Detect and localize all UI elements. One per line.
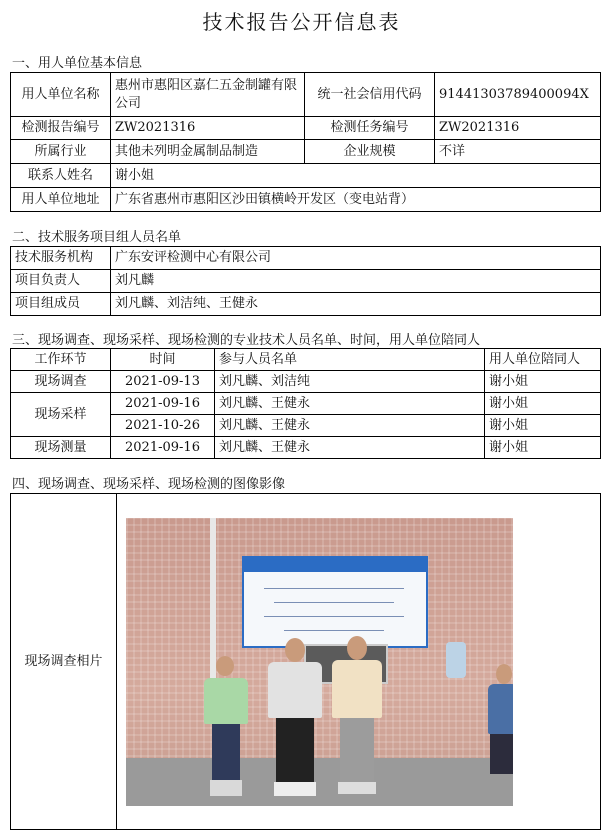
field-work-table xyxy=(10,348,601,459)
value-task-no: ZW2021316 xyxy=(435,117,601,140)
value-credit-code: 91441303789400094X xyxy=(435,73,601,117)
site-survey-photo xyxy=(126,518,513,806)
row-time: 2021-10-26 xyxy=(111,415,215,437)
value-agency: 广东安评检测中心有限公司 xyxy=(111,247,601,270)
value-contact: 谢小姐 xyxy=(111,164,601,188)
table-row xyxy=(11,188,601,212)
wall-pipe xyxy=(210,518,216,688)
page-title: 技术报告公开信息表 xyxy=(202,10,401,34)
value-address: 广东省惠州市惠阳区沙田镇横岭开发区（变电站背） xyxy=(111,188,601,212)
table-row xyxy=(11,293,601,316)
table-row xyxy=(11,140,601,164)
row-escort: 谢小姐 xyxy=(485,393,601,415)
team-table xyxy=(10,246,601,316)
table-row xyxy=(11,393,601,415)
value-scale: 不详 xyxy=(435,140,601,164)
table-row xyxy=(11,73,601,117)
unit-info-table xyxy=(10,72,601,212)
value-report-no: ZW2021316 xyxy=(111,117,305,140)
row-people: 刘凡麟、刘洁纯 xyxy=(215,371,485,393)
header-stage: 工作环节 xyxy=(11,349,111,371)
label-report-no: 检测报告编号 xyxy=(11,117,111,140)
label-leader: 项目负责人 xyxy=(11,270,111,293)
stage-sampling: 现场采样 xyxy=(11,393,111,437)
wall-panel xyxy=(446,642,466,678)
row-escort: 谢小姐 xyxy=(485,437,601,459)
table-row xyxy=(11,371,601,393)
row-people: 刘凡麟、王健永 xyxy=(215,437,485,459)
row-escort: 谢小姐 xyxy=(485,371,601,393)
row-time: 2021-09-16 xyxy=(111,393,215,415)
table-row xyxy=(11,270,601,293)
header-time: 时间 xyxy=(111,349,215,371)
label-unit-name: 用人单位名称 xyxy=(11,73,111,117)
label-credit-code: 统一社会信用代码 xyxy=(305,73,435,117)
ground xyxy=(126,758,513,806)
photo-table xyxy=(10,493,601,830)
header-escort: 用人单位陪同人 xyxy=(485,349,601,371)
table-row xyxy=(11,247,601,270)
section3-heading: 三、现场调查、现场采样、现场检测的专业技术人员名单、时间，用人单位陪同人 xyxy=(12,333,481,348)
label-industry: 所属行业 xyxy=(11,140,111,164)
row-escort: 谢小姐 xyxy=(485,415,601,437)
row-people: 刘凡麟、王健永 xyxy=(215,393,485,415)
row-people: 刘凡麟、王健永 xyxy=(215,415,485,437)
label-scale: 企业规模 xyxy=(305,140,435,164)
table-row xyxy=(11,164,601,188)
row-time: 2021-09-16 xyxy=(111,437,215,459)
label-agency: 技术服务机构 xyxy=(11,247,111,270)
value-leader: 刘凡麟 xyxy=(111,270,601,293)
table-row xyxy=(11,437,601,459)
header-people: 参与人员名单 xyxy=(215,349,485,371)
row-time: 2021-09-13 xyxy=(111,371,215,393)
value-unit-name: 惠州市惠阳区嘉仁五金制罐有限公司 xyxy=(111,73,305,117)
table-row xyxy=(11,117,601,140)
stage-measure: 现场测量 xyxy=(11,437,111,459)
label-contact: 联系人姓名 xyxy=(11,164,111,188)
label-address: 用人单位地址 xyxy=(11,188,111,212)
section2-heading: 二、技术服务项目组人员名单 xyxy=(12,230,182,245)
value-members: 刘凡麟、刘洁纯、王健永 xyxy=(111,293,601,316)
table-row xyxy=(11,494,601,830)
stage-survey: 现场调查 xyxy=(11,371,111,393)
value-industry: 其他未列明金属制品制造 xyxy=(111,140,305,164)
notice-board xyxy=(242,556,428,648)
section4-heading: 四、现场调查、现场采样、现场检测的图像影像 xyxy=(12,477,286,492)
label-members: 项目组成员 xyxy=(11,293,111,316)
label-task-no: 检测任务编号 xyxy=(305,117,435,140)
section1-heading: 一、用人单位基本信息 xyxy=(12,56,143,71)
table-header-row xyxy=(11,349,601,371)
photo-label: 现场调查相片 xyxy=(11,494,117,830)
